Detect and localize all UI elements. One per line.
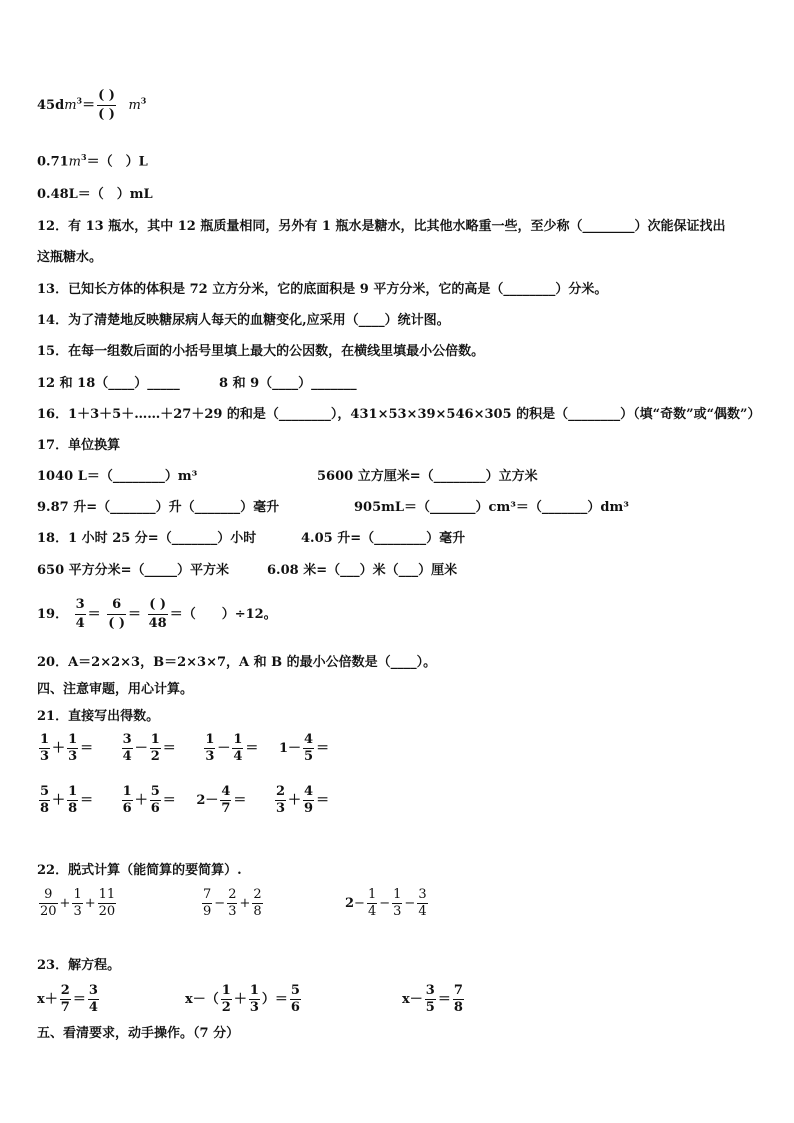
question-15: 15．在每一组数后面的小括号里填上最大的公因数，在横线里填最小公倍数。 [37, 344, 485, 359]
section-4-title: 四、注意审题，用心计算。 [37, 682, 194, 697]
question-15-a: 12 和 18（____）_____ [37, 376, 180, 391]
question-18-a: 18．1 小时 25 分=（_______）小时 [37, 531, 257, 546]
question-12-cont: 这瓶糖水。 [37, 250, 103, 265]
conv-line-2: $0.71m^3=$（ ）L [37, 152, 148, 170]
question-18-d: 6.08 米=（___）米（___）厘米 [267, 563, 458, 578]
question-17: 17．单位换算 [37, 438, 121, 453]
question-17-d: 905mL＝（_______）cm³＝（_______）dm³ [354, 500, 629, 515]
question-18-b: 4.05 升=（________）毫升 [301, 531, 466, 546]
conv-line-3: 0.48L＝（ ）mL [37, 187, 153, 202]
question-13: 13．已知长方体的体积是 72 立方分米，它的底面积是 9 平方分米，它的高是（________）分米。 [37, 282, 608, 297]
question-17-c: 9.87 升=（_______）升（_______）毫升 [37, 500, 280, 515]
conv-line-1: $45dm^3=$ ( ) ( ) $m^3$ [37, 88, 147, 122]
question-22-expr-1: $\frac{9}{20}$ + $\frac{1}{3}$ + $\frac{11}{20}$ [40, 887, 116, 919]
blank-fraction: ( ) ( ) [98, 88, 115, 122]
question-17-a: 1040 L＝（________）m³ [37, 469, 198, 484]
question-19: 19． $\frac{3}{4}$ ＝ 6 ( ) ＝ ( ) 48 ＝（ ）÷12。 [37, 597, 277, 631]
question-21-row-2: $\frac{5}{8}$ ＋ $\frac{1}{8}$ ＝ $\frac{1}{6}$ ＋ $\frac{5}{6}$ ＝ 2－ $\frac{4}{7}$ ＝ $\frac{2}{3}$ ＋ $\frac{4}{9}$ ＝ [40, 784, 330, 816]
question-14: 14．为了清楚地反映糖尿病人每天的血糖变化,应采用（____）统计图。 [37, 313, 450, 328]
question-22-expr-3: 2− $\frac{1}{4}$ − $\frac{1}{3}$ − $\frac{3}{4}$ [345, 887, 427, 919]
question-23-eq-3: x－ $\frac{3}{5}$ ＝ $\frac{7}{8}$ [402, 983, 463, 1015]
question-21: 21．直接写出得数。 [37, 709, 160, 724]
section-5-title: 五、看清要求，动手操作。（7 分） [37, 1026, 240, 1041]
question-15-b: 8 和 9（____）_______ [219, 376, 357, 391]
question-23-eq-1: x＋ $\frac{2}{7}$ ＝ $\frac{3}{4}$ [37, 983, 98, 1015]
question-22-expr-2: $\frac{7}{9}$ − $\frac{2}{3}$ + $\frac{2}{8}$ [203, 887, 262, 919]
question-12: 12．有 13 瓶水，其中 12 瓶质量相同，另外有 1 瓶水是糖水，比其他水略重一些，至少称（________）次能保证找出 [37, 219, 726, 234]
question-21-row-1: $\frac{1}{3}$ ＋ $\frac{1}{3}$ ＝ $\frac{3}{4}$ － $\frac{1}{2}$ ＝ $\frac{1}{3}$ － $\frac{1}{4}$ ＝ 1－ $\frac{4}{5}$ ＝ [40, 732, 330, 764]
question-23-eq-2: x－（ $\frac{1}{2}$ ＋ $\frac{1}{3}$ ）＝ $\frac{5}{6}$ [185, 983, 300, 1015]
question-20: 20．A＝2×2×3，B＝2×3×7，A 和 B 的最小公倍数是（____）。 [37, 655, 437, 670]
question-16: 16．1＋3＋5＋……＋27＋29 的和是（________），431×53×39×546×305 的积是（________）（填“奇数”或“偶数”） [37, 407, 761, 422]
question-23: 23．解方程。 [37, 958, 121, 973]
question-18-c: 650 平方分米=（_____）平方米 [37, 563, 230, 578]
question-22: 22．脱式计算（能简算的要简算）. [37, 863, 242, 878]
question-17-b: 5600 立方厘米=（________）立方米 [317, 469, 538, 484]
